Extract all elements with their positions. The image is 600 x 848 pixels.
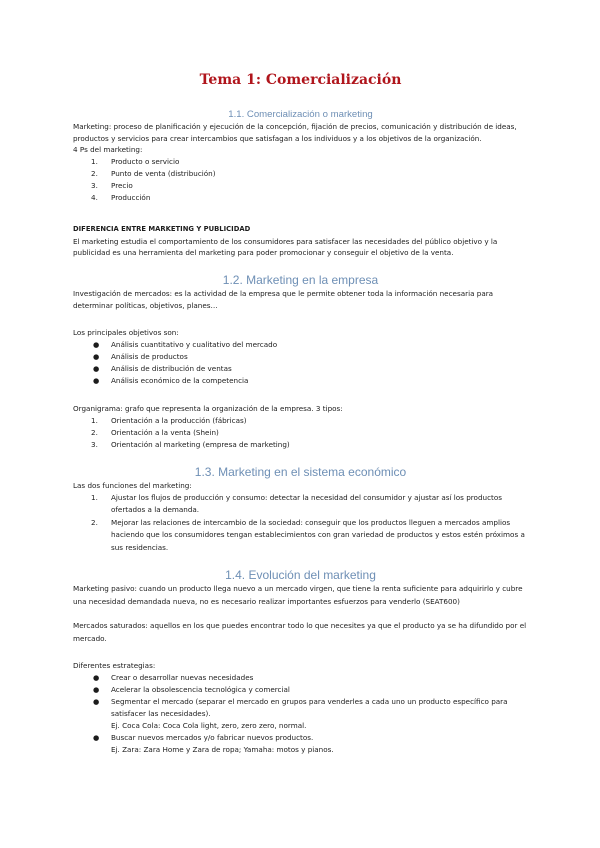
list-item: ● Acelerar la obsolescencia tecnológica y comercial <box>93 684 290 694</box>
section-1-2 <box>73 272 528 311</box>
estrategias-block <box>73 660 528 756</box>
section-heading: 1.1. Comercialización o marketing <box>228 109 373 120</box>
objetivos-label: Los principales objetivos son: <box>73 328 179 337</box>
estrategias-list <box>73 672 528 720</box>
ps-list <box>73 156 528 205</box>
difference-block <box>73 224 528 259</box>
objetivos-block <box>73 327 528 387</box>
list-item: 4. Producción <box>91 193 151 203</box>
estrategias-label: Diferentes estrategias: <box>73 661 156 670</box>
list-item: 3. Precio <box>91 180 133 190</box>
saturados-text: Mercados saturados: aquellos en los que puedes encontrar todo lo que necesites ya que el producto ya se ha difundido por el mercado. <box>73 621 527 643</box>
funciones-label: Las dos funciones del marketing: <box>73 481 192 490</box>
document-title: Tema 1: Comercialización <box>199 72 402 88</box>
list-item: ● Análisis económico de la competencia <box>93 376 249 386</box>
difference-text: El marketing estudia el comportamiento de los consumidores para satisfacer las necesidades del público objetivo y la publicidad es una herramienta del marketing para poder promocionar y conseguir el objetivo de la venta. <box>73 236 498 257</box>
section-heading: 1.2. Marketing en la empresa <box>222 273 379 287</box>
list-item: 2. Orientación a la venta (Shein) <box>91 427 219 437</box>
section-1-4 <box>73 567 528 608</box>
list-item: ● Buscar nuevos mercados y/o fabricar nuevos productos. <box>93 732 314 742</box>
section-heading: 1.3. Marketing en el sistema económico <box>194 465 407 479</box>
example-coca-cola: Ej. Coca Cola: Coca Cola light, zero, zero zero, normal. <box>111 720 307 730</box>
ps-label: 4 Ps del marketing: <box>73 145 143 154</box>
list-item: 1. Producto o servicio <box>91 156 180 166</box>
funciones-list <box>73 492 528 555</box>
list-item: 3. Orientación al marketing (empresa de marketing) <box>91 439 290 449</box>
section-1-1 <box>73 108 528 204</box>
organigrama-block <box>73 403 528 451</box>
difference-heading: DIFERENCIA ENTRE MARKETING Y PUBLICIDAD <box>73 225 251 233</box>
list-item: ● Análisis de distribución de ventas <box>93 363 232 373</box>
list-item: 1. Ajustar los flujos de producción y consumo: detectar la necesidad del consumidor y ajustar así los productos ofertados a la demanda. <box>91 492 502 514</box>
investigacion-text: Investigación de mercados: es la actividad de la empresa que le permite obtener toda la información necesaria para determinar políticas, objetivos, planes… <box>73 289 494 310</box>
list-item: ● Segmentar el mercado (separar el mercado en grupos para venderles a cada uno un producto específico para satisfacer las necesidades). <box>93 696 508 718</box>
organigrama-text: Organigrama: grafo que representa la organización de la empresa. 3 tipos: <box>73 404 343 413</box>
list-item: 2. Punto de venta (distribución) <box>91 168 216 178</box>
list-item: ● Análisis cuantitativo y cualitativo del mercado <box>93 339 278 349</box>
tipos-list <box>73 415 528 452</box>
list-item: ● Análisis de productos <box>93 351 188 361</box>
estrategias-list-2 <box>73 732 528 744</box>
objetivos-list <box>73 339 528 388</box>
list-item: ● Crear o desarrollar nuevas necesidades <box>93 672 254 682</box>
list-item: 2. Mejorar las relaciones de intercambio de la sociedad: conseguir que los productos lleguen a mercados amplios haciendo que los consumidores tengan establecimientos con gran variedad de productos y estos estén próximos a sus residencias. <box>91 517 525 552</box>
pasivo-text: Marketing pasivo: cuando un producto llega nuevo a un mercado virgen, que tiene la renta suficiente para adquirirlo y cubre una necesidad demandada nueva, no es necesario realizar importantes esfuerzos para venderlo (SEAT600) <box>73 584 523 606</box>
section-heading: 1.4. Evolución del marketing <box>225 568 376 582</box>
example-zara: Ej. Zara: Zara Home y Zara de ropa; Yamaha: motos y pianos. <box>111 744 334 754</box>
saturados-block <box>73 620 528 645</box>
list-item: 1. Orientación a la producción (fábricas) <box>91 415 247 425</box>
section-1-3 <box>73 464 528 554</box>
marketing-definition: Marketing: proceso de planificación y ejecución de la concepción, fijación de precios, comunicación y distribución de ideas, productos y servicios para crear intercambios que satisfagan a los individuos y a los objetivos de la organización. <box>73 122 517 143</box>
